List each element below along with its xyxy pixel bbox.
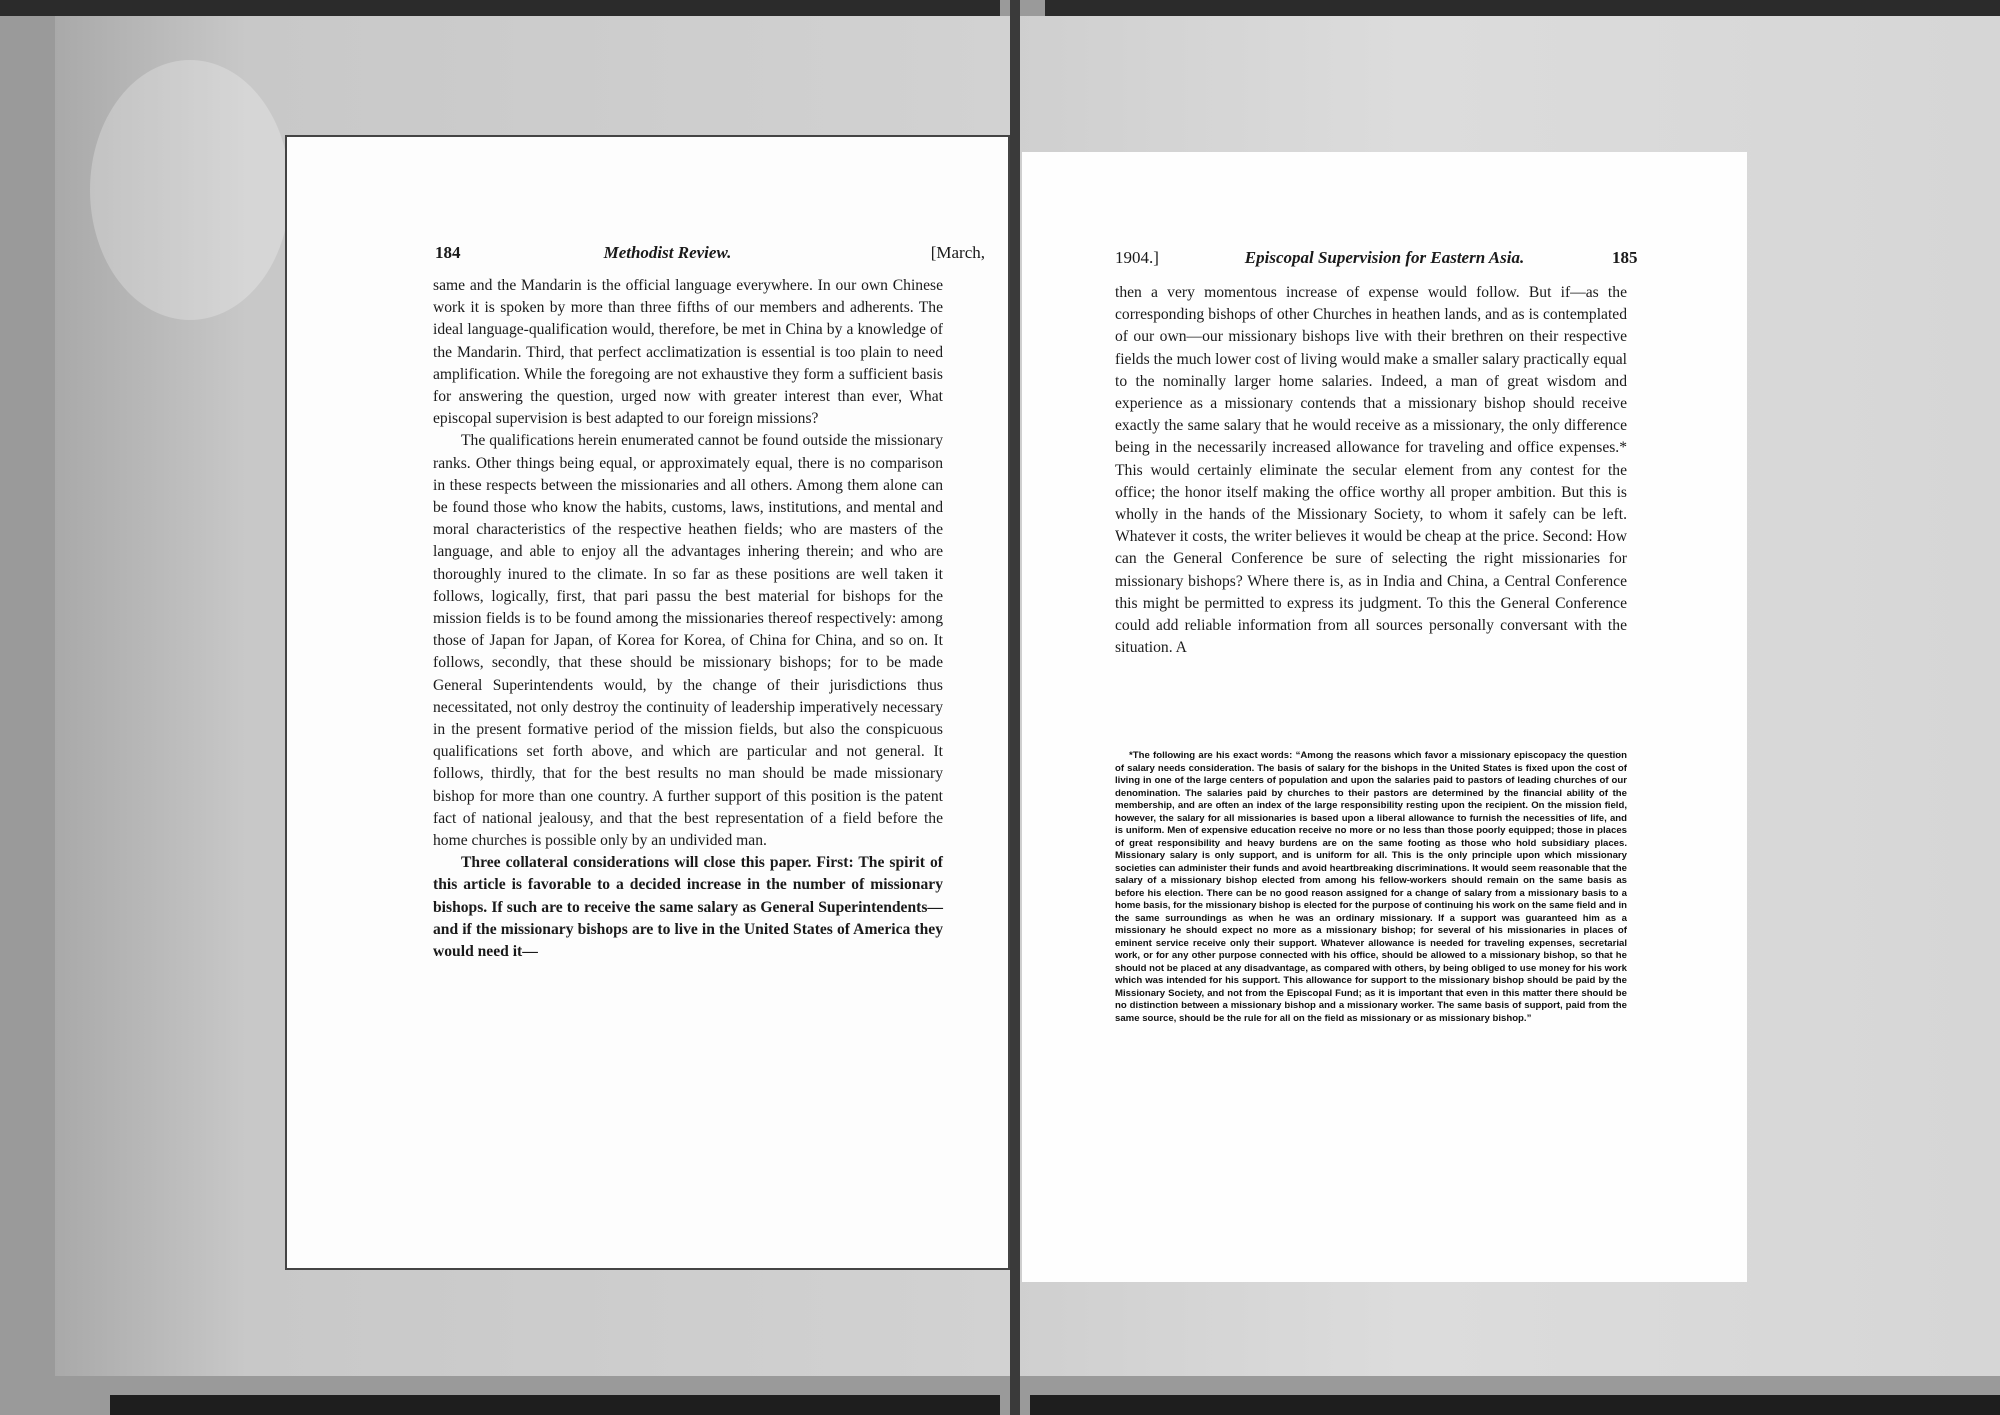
scan-smudge: [90, 60, 290, 320]
scan-top-edge: [0, 0, 1000, 16]
running-title: Methodist Review.: [603, 243, 732, 262]
running-date: [March,: [930, 243, 985, 262]
running-head-right: [1022, 248, 1747, 272]
left-body-text: [433, 275, 943, 963]
page-185: [1022, 152, 1747, 1282]
paragraph: Three collateral considerations will close this paper. First: The spirit of this article is favorable to a decided increase in the number of missionary bishops. If such are to receive the same salary as General Superintendents—and if the missionary bishops are to live in the United States of America they would need it—: [433, 854, 943, 961]
scan-bottom-edge: [110, 1395, 1000, 1415]
running-title: Episcopal Supervision for Eastern Asia.: [1244, 248, 1525, 267]
paragraph: then a very momentous increase of expense would follow. But if—as the corresponding bishops of other Churches in heathen lands, and as is contemplated of our own—our missionary bishops live with their brethren on their respective fields the much lower cost of living would make a smaller salary practically equal to the nominally larger home salaries. Indeed, a man of great wisdom and experience as a missionary contends that a missionary bishop should receive exactly the same salary that he would receive as a missionary, the only difference being in the necessarily increased allowance for traveling and office expenses.* This would certainly eliminate the secular element from any contest for the office; the honor itself making the office worthy all proper ambition. But this is wholly in the hands of the Missionary Society, to whom it safely can be left. Whatever it costs, the writer believes it would be cheap at the price. Second: How can the General Conference be sure of selecting the right missionaries for missionary bishops? Where there is, as in India and China, a Central Conference this might be permitted to express its judgment. To this the General Conference could add reliable information from all sources personally conversant with the situation. A: [1115, 284, 1627, 657]
paragraph: The qualifications herein enumerated cannot be found outside the missionary ranks. Other things being equal, or approximately equal, there is no comparison in these respects between the missionaries and all others. Among them alone can be found those who know the habits, customs, laws, institutions, and mental and moral characteristics of the respective heathen fields; who are masters of the language, and able to enjoy all the advantages inhering therein; and who are thoroughly inured to the climate. In so far as these positions are well taken it follows, logically, first, that pari passu the best material for bishops for the mission fields is to be found among the missionaries thereof respectively: among those of Japan for Japan, of Korea for Korea, of China for China, and so on. It follows, secondly, that these should be missionary bishops; for to be made General Superintendents would, by the change of their jurisdictions thus necessitated, not only destroy the continuity of leadership imperatively necessary in the present formative period of the mission fields, but also the conspicuous qualifications set forth above, and which are particular and not general. It follows, thirdly, that for the best results no man should be made missionary bishop for more than one country. A further support of this position is the patent fact of national jealousy, and that the best representation of a field before the home churches is possible only by an undivided man.: [433, 432, 943, 850]
paragraph: same and the Mandarin is the official language everywhere. In our own Chinese work it is spoken by more than three fifths of our members and adherents. The ideal language-qualification would, therefore, be met in China by a knowledge of the Mandarin. Third, that perfect acclimatization is essential is too plain to need amplification. While the foregoing are not exhaustive they form a sufficient basis for answering the question, urged now with greater interest than ever, What episcopal supervision is best adapted to our foreign missions?: [433, 277, 943, 428]
scan-bottom-edge-right: [1030, 1395, 2000, 1415]
page-number: 184: [435, 243, 461, 262]
running-date: 1904.]: [1115, 248, 1159, 267]
right-body-text: [1115, 282, 1627, 659]
page-number: 185: [1612, 248, 1638, 267]
page-184: [285, 135, 1010, 1270]
book-gutter: [1010, 0, 1020, 1415]
scan-top-edge-right: [1045, 0, 2000, 16]
running-head-left: [285, 243, 1010, 267]
footnote-text: *The following are his exact words: “Among the reasons which favor a missionary episcopacy the question of salary needs consideration. The basis of salary for the bishops in the United States is fixed upon the cost of living in one of the large centers of population and upon the salaries paid to pastors of leading churches of our denomination. The salaries paid by churches to their pastors are determined by the financial ability of the membership, and are often an index of the large responsibility resting upon the recipient. On the mission field, however, the salary for all missionaries is based upon a liberal allowance to furnish the necessities of life, and is uniform. Men of expensive education receive no more or no less than those poorly equipped; those in places of great responsibility and heavy burdens are on the same footing as those who hold subsidiary places. Missionary salary is only support, and is uniform for all. This is the only principle upon which missionary societies can administer their funds and avoid heartbreaking discriminations. It would seem reasonable that the salary of a missionary bishop elected from among his fellow-workers should remain on the same basis as before his election. There can be no good reason assigned for a change of salary from a missionary basis to a home basis, for the missionary bishop is elected for the purpose of continuing his work on the same field and in the same surroundings as when he was an ordinary missionary. If a support was guaranteed him as a missionary he should expect no more as a missionary bishop; for several of his missionaries in places of eminent service receive only their support. Whatever allowance is needed for traveling expenses, secretarial work, or for any other purpose connected with his office, should be allowed to a missionary bishop, so that he should not be placed at any disadvantage, as compared with others, by being obliged to use money for his work which was intended for his support. This allowance for support to the missionary bishop should be paid by the Missionary Society, and not from the Episcopal Fund; as it is important that even in this matter there should be no distinction between a missionary bishop and a missionary worker. The same basis of support, paid from the same source, should be the rule for all on the field as missionary or as missionary bishop.”: [1115, 750, 1627, 1024]
footnote: [1115, 750, 1627, 1025]
